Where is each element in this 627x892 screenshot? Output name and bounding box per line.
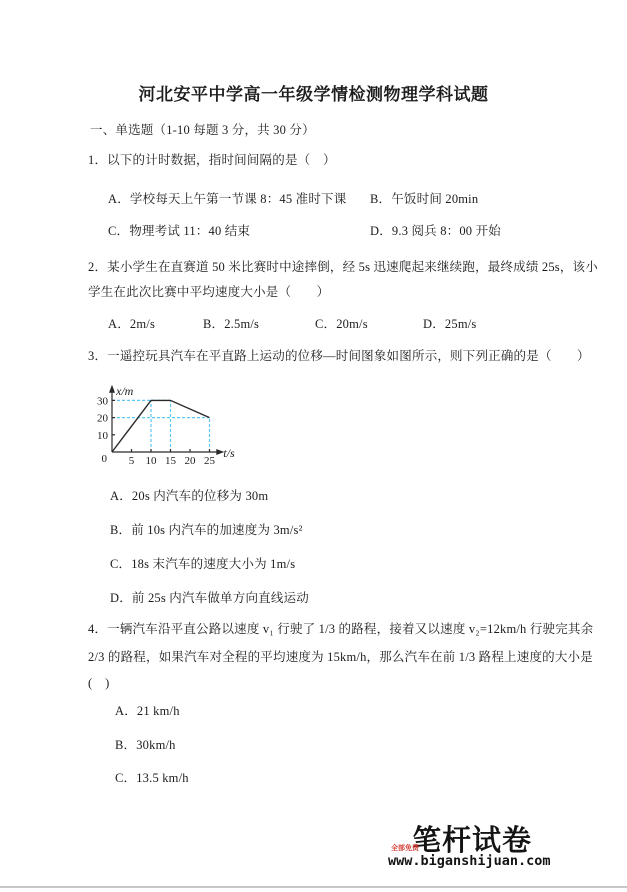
y-axis-arrow <box>109 385 115 393</box>
q4-option-b: B．30km/h <box>115 738 176 752</box>
page-bottom-border <box>0 886 627 888</box>
position-line <box>112 400 210 452</box>
watermark-url: www.biganshijuan.com <box>388 853 551 869</box>
q1-option-a: A．学校每天上午第一节课 8：45 准时下课 <box>108 192 347 206</box>
section-header: 一、单选题（1-10 每题 3 分，共 30 分） <box>90 123 315 137</box>
y-tick-label: 10 <box>97 429 108 442</box>
q2-stem-line-1: 2．某小学生在直赛道 50 米比赛时中途摔倒，经 5s 迅速爬起来继续跑，最终成绩 25s，该小 <box>88 260 598 274</box>
q4-stem-line-2: 2/3 的路程，如果汽车对全程的平均速度为 15km/h，那么汽车在前 1/3 路程上速度的大小是 <box>88 650 593 664</box>
page-title: 河北安平中学高一年级学情检测物理学科试题 <box>138 85 489 104</box>
q2-stem-line-2: 学生在此次比赛中平均速度大小是（ ） <box>88 285 330 299</box>
y-tick-label: 20 <box>97 412 108 425</box>
q3-stem: 3．一遥控玩具汽车在平直路上运动的位移—时间图象如图所示，则下列正确的是（ ） <box>88 349 590 363</box>
q3-option-b: B．前 10s 内汽车的加速度为 3m/s² <box>110 523 303 537</box>
y-axis-label: x/m <box>116 383 134 398</box>
q2-option-d: D．25m/s <box>423 317 477 331</box>
q4-option-c: C．13.5 km/h <box>115 771 189 785</box>
q1-option-d: D．9.3 阅兵 8：00 开始 <box>370 224 501 238</box>
q2-option-c: C．20m/s <box>315 317 368 331</box>
q3-option-c: C．18s 末汽车的速度大小为 1m/s <box>110 557 296 571</box>
y-tick-label: 30 <box>97 395 108 408</box>
q4-option-a: A．21 km/h <box>115 704 180 718</box>
q1-option-b: B．午饭时间 20min <box>370 192 479 206</box>
x-tick-label: 25 <box>204 455 215 467</box>
watermark-free-tag: 全部免费 <box>391 845 419 852</box>
q2-option-b: B．2.5m/s <box>203 317 260 331</box>
x-tick-label: 20 <box>184 455 196 467</box>
x-axis-label: t/s <box>223 446 235 460</box>
origin-label: 0 <box>101 453 107 465</box>
x-tick-label: 5 <box>128 455 135 467</box>
watermark-brand: 笔杆试卷 <box>412 825 533 857</box>
q3-option-a: A．20s 内汽车的位移为 30m <box>110 489 269 503</box>
q4-stem-line-3: ( ) <box>88 676 110 690</box>
x-tick-label: 10 <box>145 455 157 467</box>
q2-option-a: A．2m/s <box>108 317 156 331</box>
q1-option-c: C．物理考试 11：40 结束 <box>108 224 251 238</box>
x-tick-label: 15 <box>165 455 176 467</box>
q4-stem-line-1: 4．一辆汽车沿平直公路以速度 v₁ 行驶了 1/3 的路程，接着又以速度 v₂=12km/h 行驶完其余 <box>88 622 594 636</box>
position-time-graph <box>88 380 238 472</box>
q1-stem: 1．以下的计时数据，指时间间隔的是（ ） <box>88 153 336 167</box>
q3-option-d: D．前 25s 内汽车做单方向直线运动 <box>110 591 309 605</box>
